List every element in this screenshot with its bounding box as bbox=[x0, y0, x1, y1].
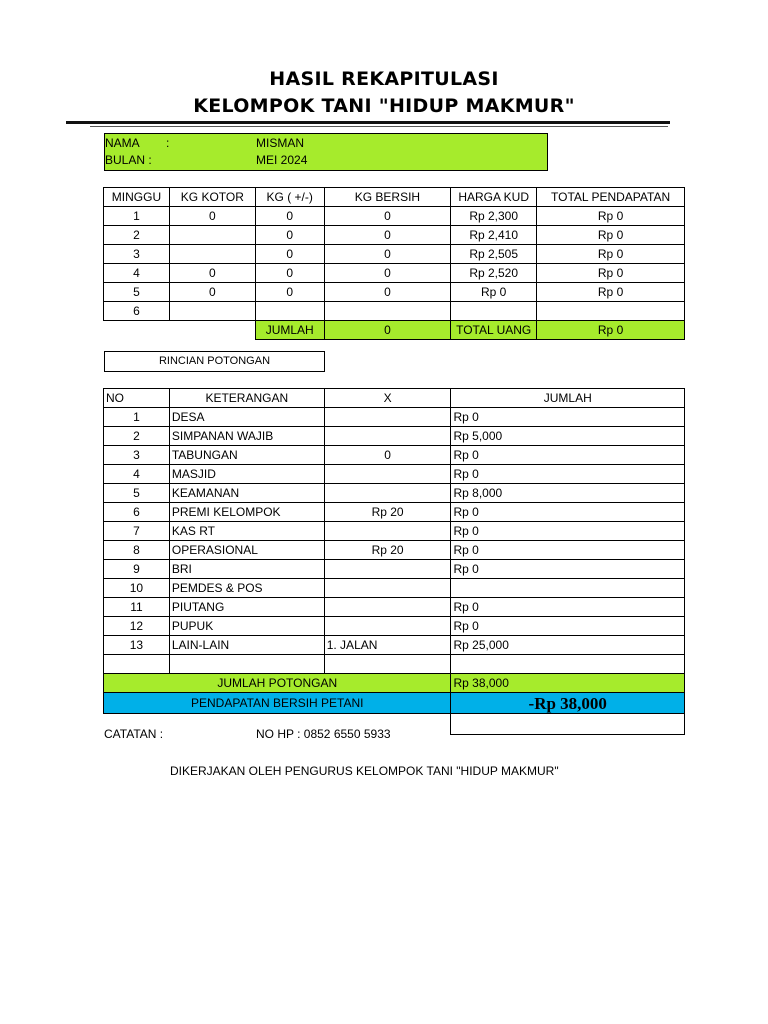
table-cell bbox=[324, 465, 451, 484]
nama-value: MISMAN bbox=[256, 136, 304, 150]
no-hp: NO HP : 0852 6550 5933 bbox=[256, 727, 391, 741]
dikerjakan-note: DIKERJAKAN OLEH PENGURUS KELOMPOK TANI "HIDUP MAKMUR" bbox=[170, 764, 559, 778]
table-row bbox=[104, 560, 685, 579]
table-cell: 11 bbox=[104, 598, 170, 617]
col-header: KG ( +/-) bbox=[255, 188, 324, 207]
jumlah-label: JUMLAH bbox=[255, 321, 324, 340]
table-row bbox=[104, 283, 685, 302]
table-cell: 0 bbox=[324, 446, 451, 465]
table-cell: 7 bbox=[104, 522, 170, 541]
col-header: KETERANGAN bbox=[169, 389, 324, 408]
table-row bbox=[104, 264, 685, 283]
table-cell bbox=[169, 302, 255, 321]
table-cell: 2 bbox=[104, 226, 170, 245]
table-cell: LAIN-LAIN bbox=[169, 636, 324, 655]
jumlah-potongan-value: Rp 38,000 bbox=[451, 674, 685, 693]
table-cell: Rp 0 bbox=[451, 598, 685, 617]
table-cell: 0 bbox=[255, 245, 324, 264]
table-cell: Rp 0 bbox=[451, 283, 537, 302]
table-row bbox=[104, 427, 685, 446]
table-cell: 0 bbox=[169, 207, 255, 226]
table-cell: BRI bbox=[169, 560, 324, 579]
table-cell bbox=[324, 408, 451, 427]
col-header: TOTAL PENDAPATAN bbox=[537, 188, 685, 207]
table-cell: 4 bbox=[104, 465, 170, 484]
empty-cell bbox=[451, 714, 685, 735]
table-cell: TABUNGAN bbox=[169, 446, 324, 465]
table-row bbox=[104, 636, 685, 655]
col-header: HARGA KUD bbox=[451, 188, 537, 207]
table-row bbox=[104, 207, 685, 226]
table-cell bbox=[451, 579, 685, 598]
table-row bbox=[104, 465, 685, 484]
table-row bbox=[104, 579, 685, 598]
table-cell bbox=[324, 484, 451, 503]
table-cell: 0 bbox=[324, 264, 451, 283]
table-row bbox=[104, 245, 685, 264]
col-header: KG KOTOR bbox=[169, 188, 255, 207]
total-row bbox=[104, 321, 685, 340]
table-row bbox=[104, 655, 685, 674]
title-rule-thin bbox=[90, 126, 668, 127]
table-cell: Rp 0 bbox=[451, 446, 685, 465]
table-cell: Rp 20 bbox=[324, 503, 451, 522]
table-cell: 1 bbox=[104, 207, 170, 226]
table-cell: 0 bbox=[324, 245, 451, 264]
table-cell: Rp 0 bbox=[537, 245, 685, 264]
table-cell: Rp 0 bbox=[537, 283, 685, 302]
table-cell: Rp 0 bbox=[451, 541, 685, 560]
nama-colon: : bbox=[166, 136, 170, 150]
table-cell: Rp 2,520 bbox=[451, 264, 537, 283]
col-header: X bbox=[324, 389, 451, 408]
table-cell: 0 bbox=[255, 207, 324, 226]
table-row bbox=[104, 408, 685, 427]
table-cell: PEMDES & POS bbox=[169, 579, 324, 598]
col-header: MINGGU bbox=[104, 188, 170, 207]
table-cell: 3 bbox=[104, 245, 170, 264]
table-cell bbox=[324, 302, 451, 321]
table-cell: 9 bbox=[104, 560, 170, 579]
table-header-row bbox=[104, 389, 685, 408]
table-row bbox=[104, 446, 685, 465]
pendapatan-bersih-value: -Rp 38,000 bbox=[451, 693, 685, 714]
table-cell: 0 bbox=[255, 283, 324, 302]
catatan-label: CATATAN : bbox=[104, 727, 164, 741]
jumlah-potongan-row bbox=[104, 674, 685, 693]
table-cell: PUPUK bbox=[169, 617, 324, 636]
empty-cell bbox=[104, 321, 170, 340]
table-cell bbox=[537, 302, 685, 321]
table-row bbox=[104, 522, 685, 541]
table-cell: Rp 20 bbox=[324, 541, 451, 560]
table-cell: 0 bbox=[255, 264, 324, 283]
table-cell bbox=[324, 522, 451, 541]
table-cell: Rp 0 bbox=[451, 522, 685, 541]
table-cell: 4 bbox=[104, 264, 170, 283]
table-cell: 0 bbox=[169, 264, 255, 283]
table-cell: 0 bbox=[324, 207, 451, 226]
jumlah-value: 0 bbox=[324, 321, 451, 340]
table-cell: 6 bbox=[104, 302, 170, 321]
table-row bbox=[104, 617, 685, 636]
table-cell: OPERASIONAL bbox=[169, 541, 324, 560]
table-cell: Rp 0 bbox=[451, 465, 685, 484]
jumlah-potongan-label: JUMLAH POTONGAN bbox=[104, 674, 451, 693]
table-cell: PREMI KELOMPOK bbox=[169, 503, 324, 522]
table-cell: 5 bbox=[104, 484, 170, 503]
table-cell bbox=[324, 598, 451, 617]
table-cell: 0 bbox=[324, 283, 451, 302]
total-uang-value: Rp 0 bbox=[537, 321, 685, 340]
table-cell bbox=[324, 427, 451, 446]
table-cell bbox=[324, 560, 451, 579]
table-cell: 5 bbox=[104, 283, 170, 302]
table-cell: KEAMANAN bbox=[169, 484, 324, 503]
table-cell bbox=[169, 226, 255, 245]
doc-title-line1: HASIL REKAPITULASI bbox=[269, 68, 499, 90]
table-cell: DESA bbox=[169, 408, 324, 427]
table-cell bbox=[169, 245, 255, 264]
table-cell: KAS RT bbox=[169, 522, 324, 541]
table-cell bbox=[255, 302, 324, 321]
table-cell: Rp 2,300 bbox=[451, 207, 537, 226]
table-cell: 12 bbox=[104, 617, 170, 636]
table-cell bbox=[324, 579, 451, 598]
table-cell bbox=[451, 302, 537, 321]
potongan-table bbox=[103, 388, 685, 735]
table-cell: Rp 5,000 bbox=[451, 427, 685, 446]
nama-label: NAMA bbox=[105, 136, 140, 150]
table-row bbox=[104, 598, 685, 617]
table-cell bbox=[169, 655, 324, 674]
col-header: KG BERSIH bbox=[324, 188, 451, 207]
table-cell bbox=[451, 655, 685, 674]
table-cell: 0 bbox=[324, 226, 451, 245]
table-cell: Rp 8,000 bbox=[451, 484, 685, 503]
table-cell: Rp 0 bbox=[451, 408, 685, 427]
table-cell: 6 bbox=[104, 503, 170, 522]
table-cell: 1. JALAN bbox=[324, 636, 451, 655]
rincian-potongan-label: RINCIAN POTONGAN bbox=[104, 351, 325, 372]
table-cell: 2 bbox=[104, 427, 170, 446]
table-cell: 0 bbox=[169, 283, 255, 302]
table-row bbox=[104, 503, 685, 522]
table-cell: SIMPANAN WAJIB bbox=[169, 427, 324, 446]
table-cell: 8 bbox=[104, 541, 170, 560]
bulan-value: MEI 2024 bbox=[256, 153, 308, 167]
table-row bbox=[104, 226, 685, 245]
table-row bbox=[104, 484, 685, 503]
table-cell: Rp 0 bbox=[451, 617, 685, 636]
table-cell: 10 bbox=[104, 579, 170, 598]
doc-title-line2: KELOMPOK TANI "HIDUP MAKMUR" bbox=[193, 95, 575, 117]
table-cell bbox=[324, 617, 451, 636]
table-cell: Rp 0 bbox=[537, 207, 685, 226]
table-cell: PIUTANG bbox=[169, 598, 324, 617]
table-cell: 13 bbox=[104, 636, 170, 655]
pendapatan-table bbox=[103, 187, 685, 340]
pendapatan-bersih-label: PENDAPATAN BERSIH PETANI bbox=[104, 693, 451, 714]
table-header-row bbox=[104, 188, 685, 207]
info-box bbox=[104, 133, 548, 171]
title-rule-thick bbox=[66, 121, 670, 124]
empty-cell bbox=[169, 321, 255, 340]
table-cell: 1 bbox=[104, 408, 170, 427]
table-cell: Rp 0 bbox=[451, 503, 685, 522]
table-cell: MASJID bbox=[169, 465, 324, 484]
pendapatan-bersih-row bbox=[104, 693, 685, 714]
col-header: JUMLAH bbox=[451, 389, 685, 408]
bulan-label: BULAN : bbox=[105, 153, 152, 167]
table-cell: Rp 0 bbox=[451, 560, 685, 579]
table-row bbox=[104, 302, 685, 321]
table-cell bbox=[324, 655, 451, 674]
table-cell: Rp 2,410 bbox=[451, 226, 537, 245]
table-cell: Rp 0 bbox=[537, 264, 685, 283]
blank-row bbox=[104, 714, 685, 735]
table-cell: 3 bbox=[104, 446, 170, 465]
col-header: NO bbox=[104, 389, 170, 408]
table-cell: Rp 25,000 bbox=[451, 636, 685, 655]
table-cell: Rp 2,505 bbox=[451, 245, 537, 264]
table-cell: 0 bbox=[255, 226, 324, 245]
table-row bbox=[104, 541, 685, 560]
total-uang-label: TOTAL UANG bbox=[451, 321, 537, 340]
table-cell bbox=[104, 655, 170, 674]
table-cell: Rp 0 bbox=[537, 226, 685, 245]
